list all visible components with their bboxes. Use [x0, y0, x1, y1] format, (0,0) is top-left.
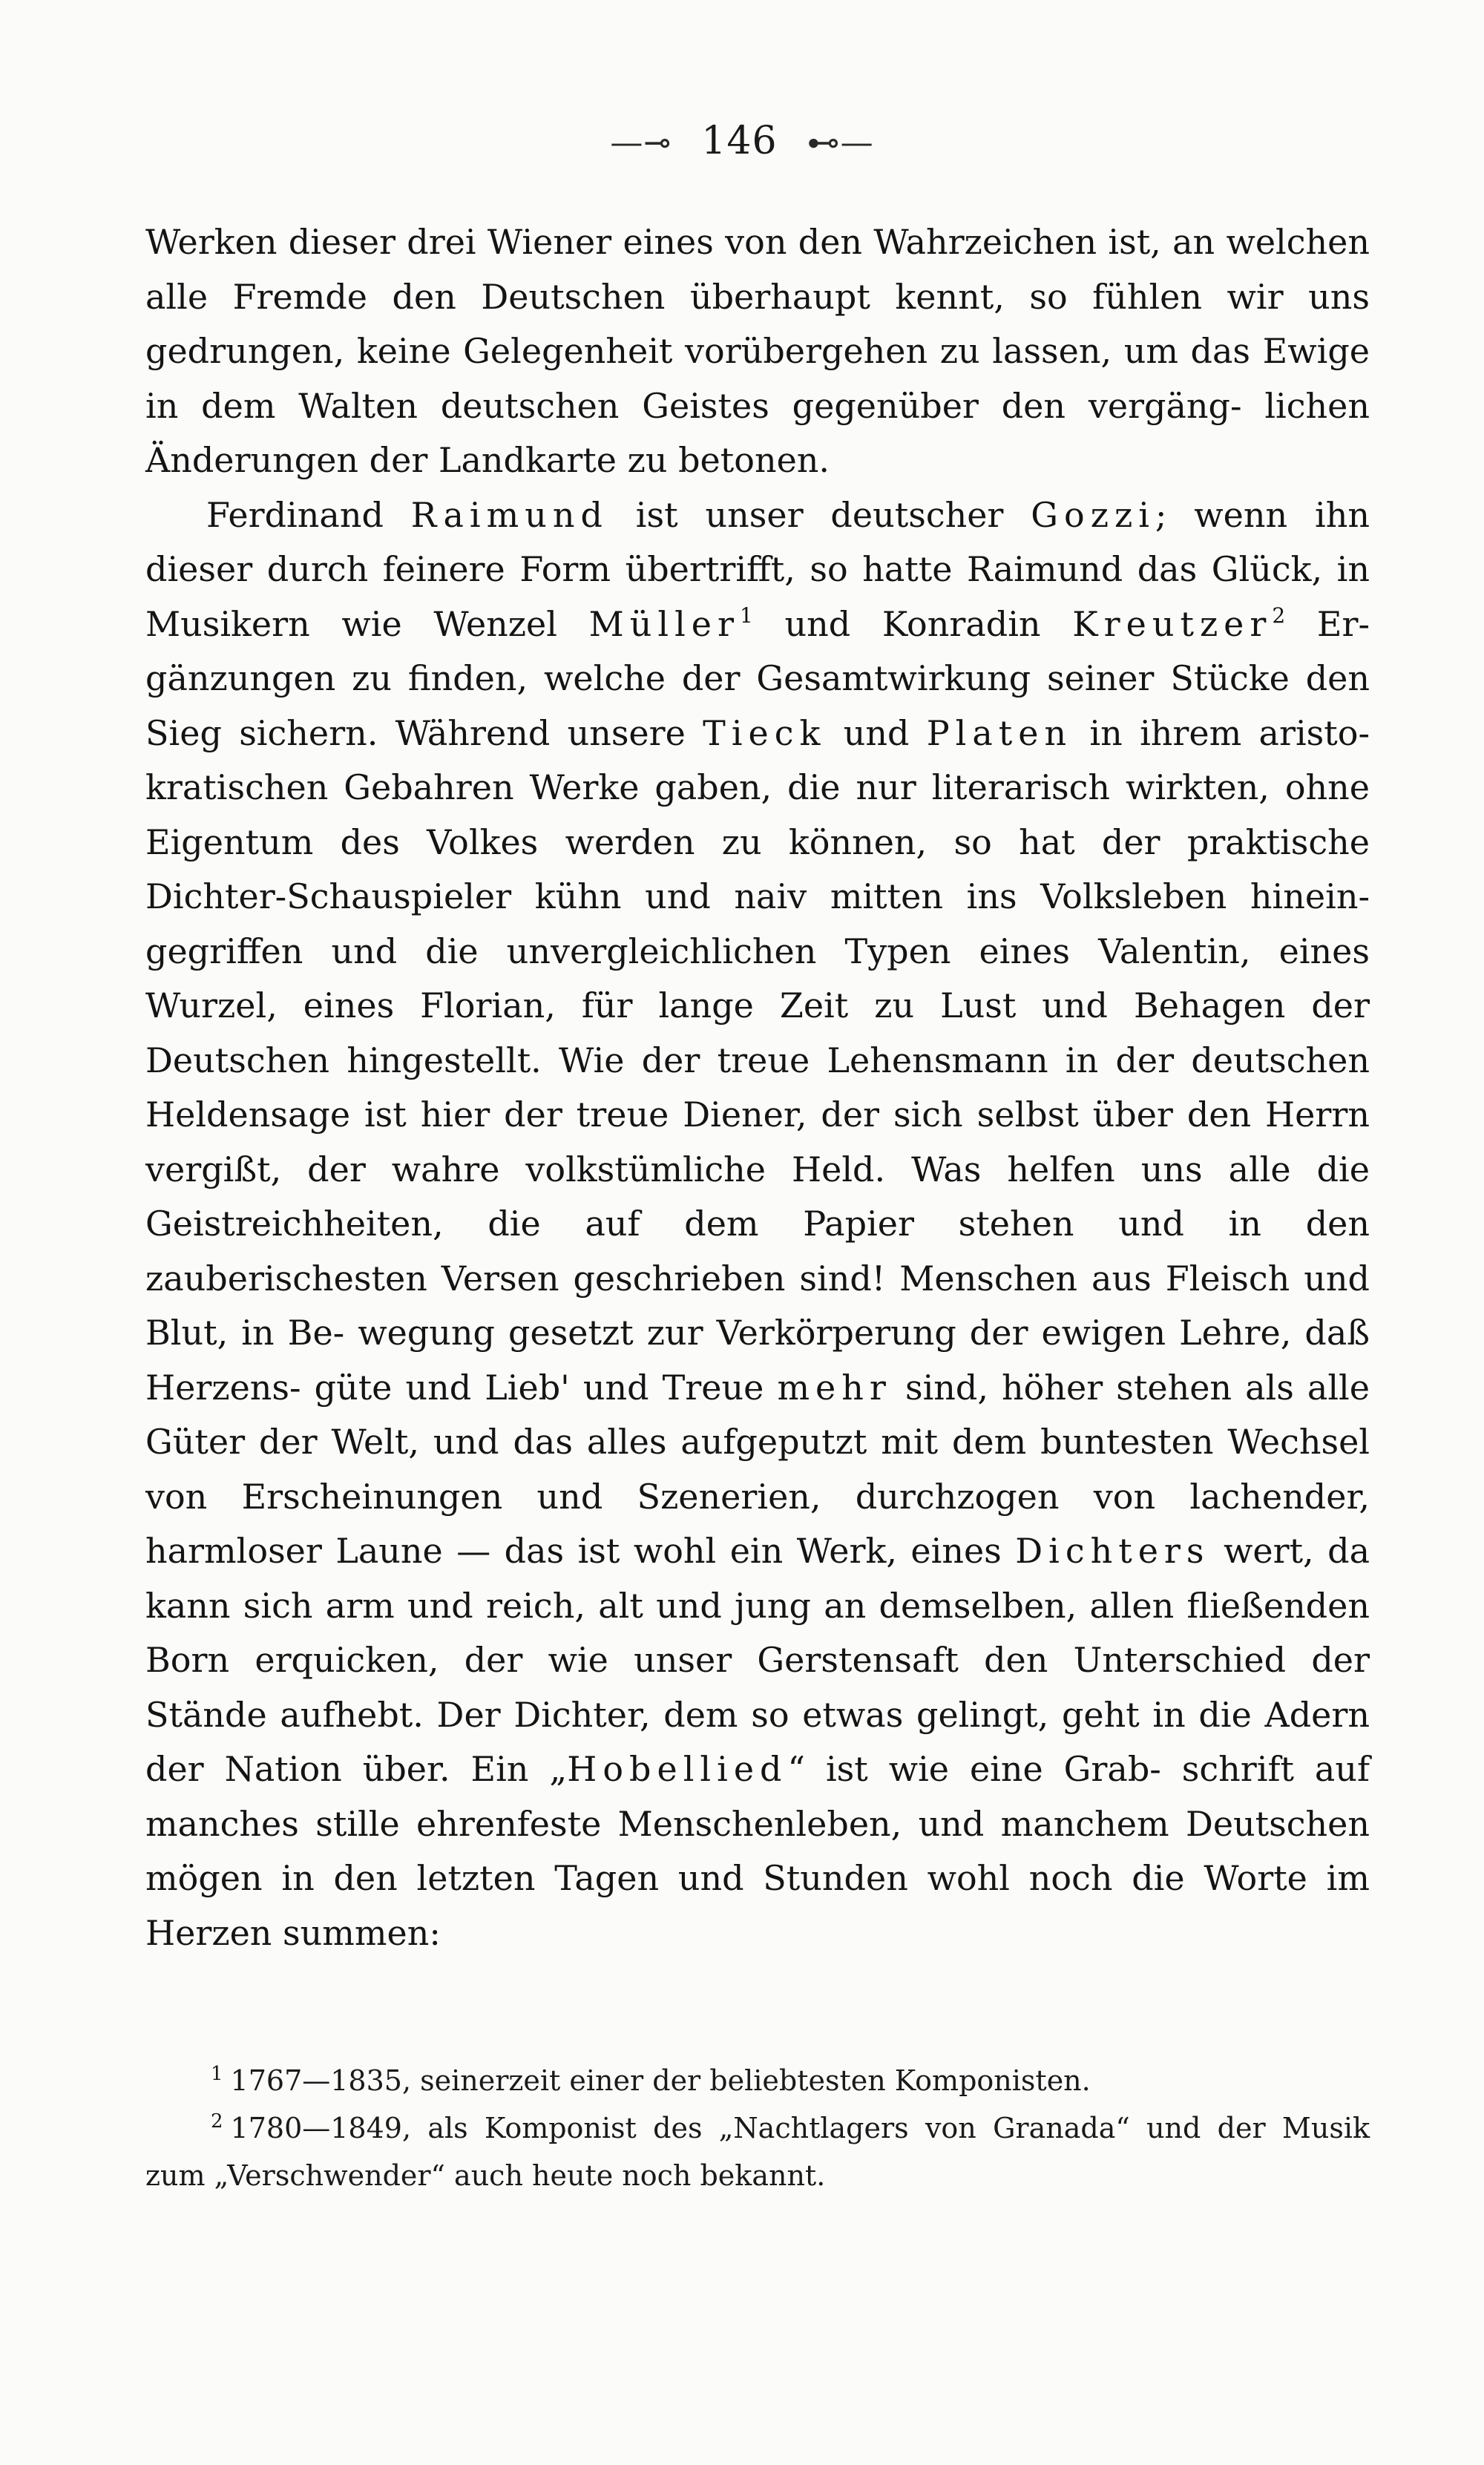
spaced-emphasis: Hobellied: [567, 1749, 788, 1789]
paragraph-2: [145, 488, 1370, 1961]
spaced-emphasis: Platen: [926, 712, 1073, 753]
left-ornament: —⊸: [610, 124, 672, 162]
text-run: Er- gänzungen zu finden, welche der Gesamtwirkung seiner Stücke den Sieg sichern. Während unsere: [145, 603, 1370, 753]
right-ornament: ⊷—: [807, 124, 874, 162]
body-text: [145, 215, 1370, 1960]
text-run: Werken dieser drei Wiener eines von den Wahrzeichen ist, an welchen alle Fremde den Deutschen überhaupt kennt, so fühlen wir uns gedrungen, keine Gelegenheit vorübergehen zu lassen, um das Ewige in dem Walten deutschen Geistes gegenüber den vergäng- lichen Änderungen der Landkarte zu betonen.: [145, 222, 1370, 480]
footnote-1: [145, 2057, 1370, 2104]
spaced-emphasis: Dichters: [1015, 1531, 1210, 1571]
spaced-emphasis: Müller: [588, 603, 741, 644]
footnote-2-mark: 2: [211, 2110, 223, 2133]
page-number: 146: [701, 119, 778, 163]
footnotes: [145, 2057, 1370, 2199]
spaced-emphasis: Kreutzer: [1072, 603, 1273, 644]
text-run: und: [826, 712, 927, 753]
page-header: [0, 119, 1484, 163]
text-run: wert, da kann sich arm und reich, alt und jung an demselben, allen fließenden Born erquicken, der wie unser Gerstensaft den Unterschied der Stände aufhebt. Der Dichter, dem so etwas gelingt, geht in die Adern der Nation über. Ein „: [145, 1531, 1370, 1789]
spaced-emphasis: Gozzi: [1031, 494, 1155, 535]
footnote-reference: 2: [1272, 603, 1286, 628]
footnote-2: [145, 2104, 1370, 2199]
text-run: Ferdinand: [206, 494, 411, 535]
footnote-1-mark: 1: [211, 2063, 223, 2085]
text-run: in ihrem aristo- kratischen Gebahren Werke gaben, die nur literarisch wirkten, ohne Eigentum des Volkes werden zu können, so hat der praktische Dichter-Schauspieler kühn und naiv mitten ins Volksleben hinein- gegriffen und die unvergleichlichen Typen eines Valentin, eines Wurzel, eines Florian, für lange Zeit zu Lust und Behagen der Deutschen hingestellt. Wie der treue Lehensmann in der deutschen Heldensage ist hier der treue Diener, der sich selbst über den Herrn vergißt, der wahre volkstümliche Held. Was helfen uns alle die Geistreichheiten, die auf dem Papier stehen und in den zauberischesten Versen geschrieben sind! Menschen aus Fleisch und Blut, in Be- wegung gesetzt zur Verkörperung der ewigen Lehre, daß Herzens- güte und Lieb' und Treue: [145, 712, 1370, 1408]
footnote-1-text: 1767—1835, seinerzeit einer der beliebtesten Komponisten.: [230, 2064, 1091, 2097]
spaced-emphasis: Raimund: [410, 494, 608, 535]
text-run: “ ist wie eine Grab- schrift auf manches stille ehrenfeste Menschenleben, und manchem Deutschen mögen in den letzten Tagen und Stunden wohl noch die Worte im Herzen summen:: [145, 1749, 1370, 1953]
text-run: sind, höher stehen als alle Güter der Welt, und das alles aufgeputzt mit dem buntesten Wechsel von Erscheinungen und Szenerien, durchzogen von lachender, harmloser Laune — das ist wohl ein Werk, eines: [145, 1367, 1370, 1571]
text-run: ist unser deutscher: [608, 494, 1031, 535]
spaced-emphasis: mehr: [777, 1367, 892, 1408]
text-run: und Konradin: [752, 603, 1073, 644]
footnote-reference: 1: [740, 603, 753, 628]
paragraph-1: [145, 215, 1370, 488]
text-run: ; wenn ihn dieser durch feinere Form übertrifft, so hatte Raimund das Glück, in Musikern wie Wenzel: [145, 494, 1370, 644]
spaced-emphasis: Tieck: [703, 712, 827, 753]
footnote-2-text: 1780—1849, als Komponist des „Nachtlagers von Granada“ und der Musik zum „Verschwender“ auch heute noch bekannt.: [145, 2112, 1370, 2192]
